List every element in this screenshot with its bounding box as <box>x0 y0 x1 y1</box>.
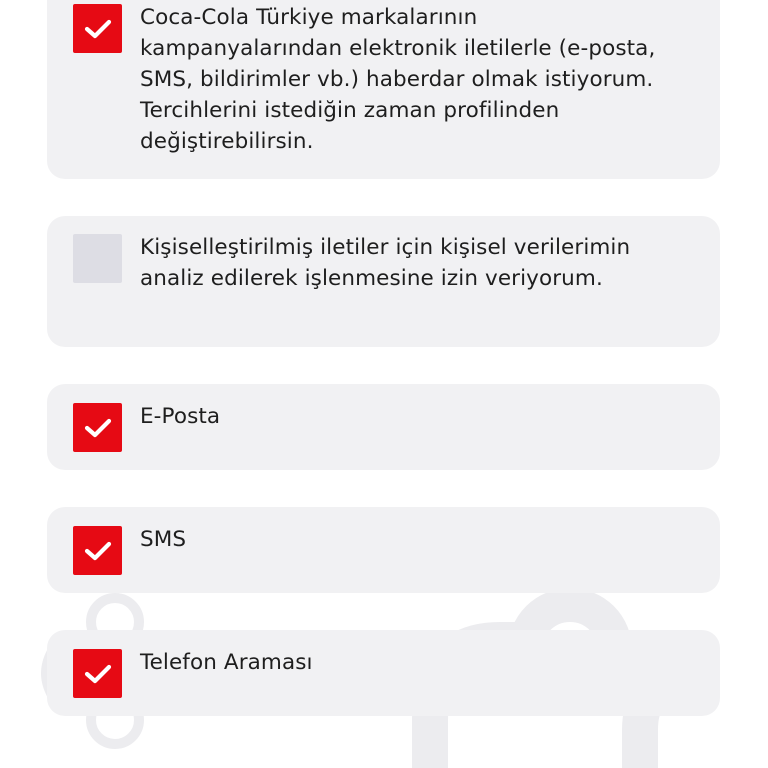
consent-card-marketing <box>47 0 720 179</box>
checkmark-icon <box>84 540 112 562</box>
marketing-consent-checkbox[interactable] <box>73 4 122 53</box>
phone-channel-label: Telefon Araması <box>140 650 313 675</box>
sms-channel-checkbox[interactable] <box>73 526 122 575</box>
personalization-consent-checkbox[interactable] <box>73 234 122 283</box>
sms-channel-label: SMS <box>140 527 187 552</box>
email-channel-label: E-Posta <box>140 404 221 429</box>
channel-card-phone <box>47 630 720 716</box>
email-channel-checkbox[interactable] <box>73 403 122 452</box>
phone-channel-checkbox[interactable] <box>73 649 122 698</box>
checkmark-icon <box>84 18 112 40</box>
consent-card-personalization <box>47 216 720 347</box>
channel-card-email <box>47 384 720 470</box>
checkmark-icon <box>84 663 112 685</box>
checkmark-icon <box>84 417 112 439</box>
channel-card-sms <box>47 507 720 593</box>
personalization-consent-text: Kişiselleştirilmiş iletiler için kişisel verilerimin analiz edilerek işlenmesine izin veriyorum. <box>140 235 631 291</box>
marketing-consent-text: Coca-Cola Türkiye markalarının kampanyalarından elektronik iletilerle (e-posta, SMS, bildirimler vb.) haberdar olmak istiyorum. Tercihlerini istediğin zaman profilinden değiştirebilirsin. <box>140 5 656 154</box>
